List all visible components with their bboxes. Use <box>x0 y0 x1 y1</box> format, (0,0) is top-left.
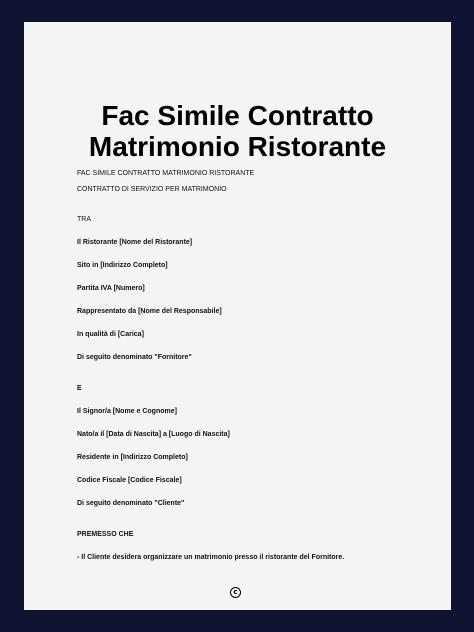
text-line: Partita IVA [Numero] <box>77 285 145 292</box>
text-line: E <box>77 385 82 392</box>
title-line-2: Matrimonio Ristorante <box>88 131 387 162</box>
text-line: In qualità di [Carica] <box>77 331 144 338</box>
title-line-1: Fac Simile Contratto <box>101 100 374 131</box>
text-line: Di seguito denominato "Cliente" <box>77 500 185 507</box>
text-line: Residente in [Indirizzo Completo] <box>77 454 188 461</box>
text-line: Nato/a il [Data di Nascita] a [Luogo di Nascita] <box>77 431 230 438</box>
heading-line: FAC SIMILE CONTRATTO MATRIMONIO RISTORANTE <box>77 170 255 177</box>
text-line: TRA <box>77 216 91 223</box>
text-line: Rappresentato da [Nome del Responsabile] <box>77 308 222 315</box>
text-line: Il Signor/a [Nome e Cognome] <box>77 408 177 415</box>
document-page <box>24 22 451 610</box>
text-line: Di seguito denominato "Fornitore" <box>77 354 192 361</box>
text-line: Codice Fiscale [Codice Fiscale] <box>77 477 182 484</box>
copyright-icon: c <box>230 587 241 598</box>
subheading-line: CONTRATTO DI SERVIZIO PER MATRIMONIO <box>77 186 227 193</box>
text-line: Sito in [Indirizzo Completo] <box>77 262 168 269</box>
text-line: - Il Cliente desidera organizzare un matrimonio presso il ristorante del Fornitore. <box>77 554 345 561</box>
text-line: PREMESSO CHE <box>77 531 134 538</box>
text-line: Il Ristorante [Nome del Ristorante] <box>77 239 193 246</box>
page-title <box>24 100 451 162</box>
